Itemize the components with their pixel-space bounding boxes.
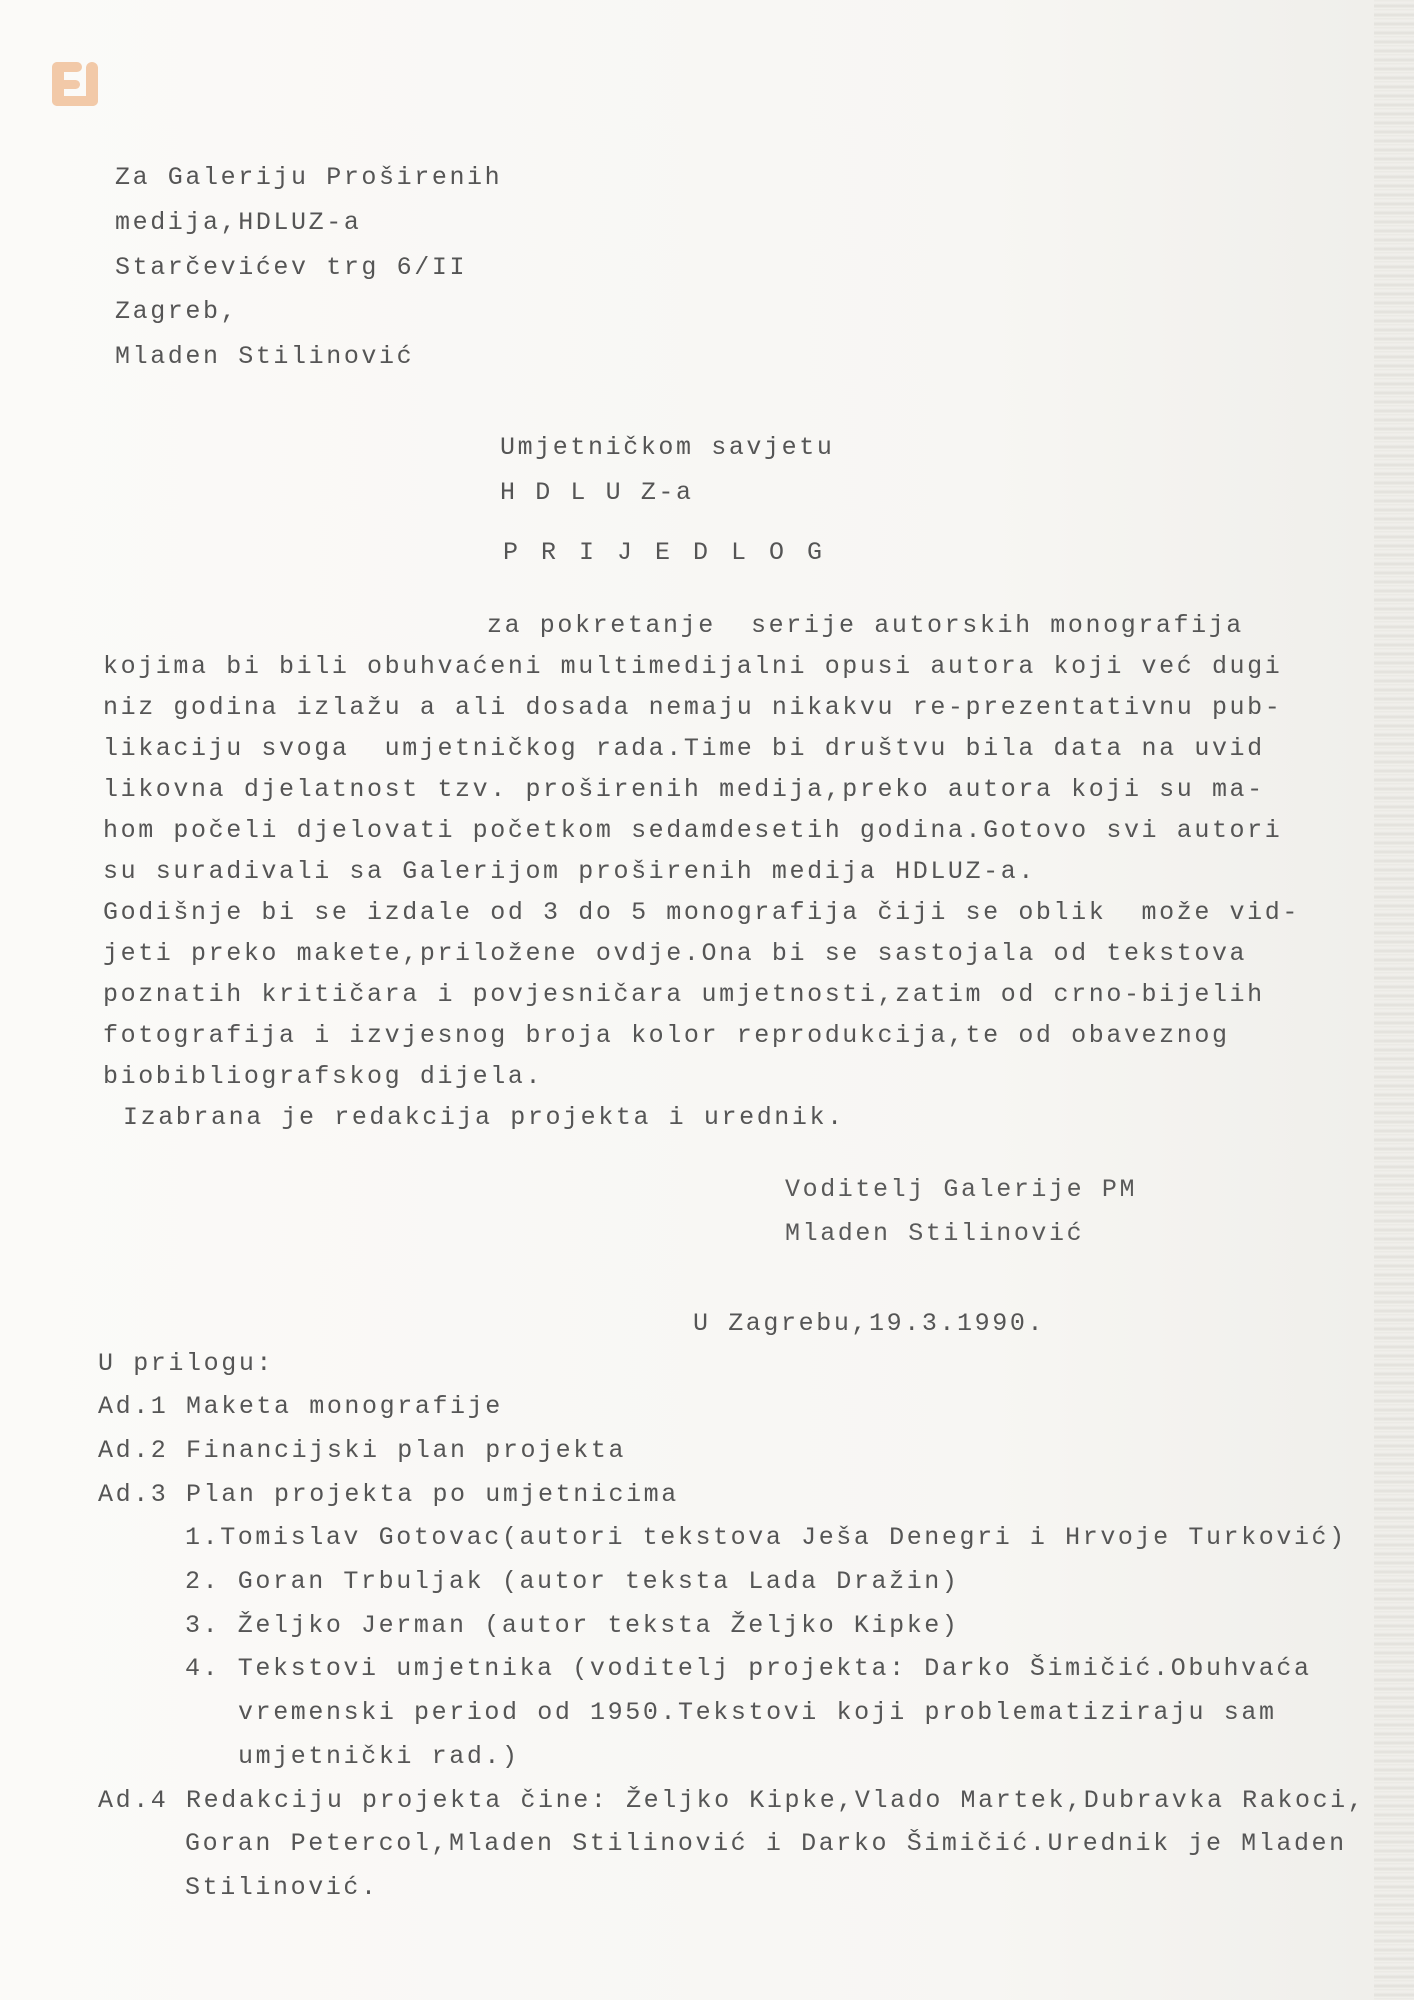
body-line: hom počeli djelovati početkom sedamdesetih godina.Gotovo svi autori — [103, 816, 1283, 845]
signature-title: Voditelj Galerije PM — [785, 1175, 1138, 1204]
body-line: poznatih kritičara i povjesničara umjetnosti,zatim od crno-bijelih — [103, 980, 1265, 1009]
attachment-item: Ad.4 Redakciju projekta čine: Željko Kipke,Vlado Martek,Dubravka Rakoci, — [98, 1786, 1366, 1815]
body-line: Godišnje bi se izdale od 3 do 5 monografija čiji se oblik može vid- — [103, 898, 1300, 927]
attachment-item: Ad.2 Financijski plan projekta — [98, 1436, 627, 1465]
attachment-subitem: vremenski period od 1950.Tekstovi koji problematiziraju sam — [238, 1698, 1277, 1727]
signature-name: Mladen Stilinović — [785, 1219, 1085, 1248]
body-line: Izabrana je redakcija projekta i urednik. — [123, 1103, 845, 1132]
body-line: likovna djelatnost tzv. proširenih medija,preko autora koji su ma- — [103, 775, 1265, 804]
sender-line: medija,HDLUZ-a — [115, 208, 362, 237]
sender-line: Starčevićev trg 6/II — [115, 253, 468, 282]
attachment-subitem: 2. Goran Trbuljak (autor teksta Lada Dražin) — [185, 1567, 960, 1596]
attachment-subitem: 1.Tomislav Gotovac(autori tekstova Ješa Denegri i Hrvoje Turković) — [185, 1523, 1347, 1552]
recipient-line: H D L U Z-a — [500, 478, 694, 507]
attachment-subitem: 3. Željko Jerman (autor teksta Željko Kipke) — [185, 1611, 960, 1640]
body-line: kojima bi bili obuhvaćeni multimedijalni opusi autora koji već dugi — [103, 652, 1283, 681]
attachment-item: Stilinović. — [185, 1873, 379, 1902]
sender-line: Za Galeriju Proširenih — [115, 163, 503, 192]
attachments-heading: U prilogu: — [98, 1349, 275, 1378]
attachment-subitem: 4. Tekstovi umjetnika (voditelj projekta: Darko Šimičić.Obuhvaća — [185, 1654, 1312, 1683]
attachment-item: Goran Petercol,Mladen Stilinović i Darko Šimičić.Urednik je Mladen — [185, 1829, 1347, 1858]
body-line: niz godina izlažu a ali dosada nemaju nikakvu re-prezentativnu pub- — [103, 693, 1283, 722]
body-line: likaciju svoga umjetničkog rada.Time bi društvu bila data na uvid — [103, 734, 1265, 763]
body-line: biobibliografskog dijela. — [103, 1062, 544, 1091]
sender-line: Mladen Stilinović — [115, 342, 415, 371]
body-line: su suradivali sa Galerijom proširenih medija HDLUZ-a. — [103, 857, 1036, 886]
paper-edge — [1374, 0, 1414, 2000]
document-date: U Zagrebu,19.3.1990. — [693, 1309, 1046, 1338]
attachment-subitem: umjetnički rad.) — [238, 1742, 520, 1771]
body-line: jeti preko makete,priložene ovdje.Ona bi se sastojala od tekstova — [103, 939, 1248, 968]
attachment-item: Ad.1 Maketa monografije — [98, 1392, 503, 1421]
document-heading: P R I J E D L O G — [503, 538, 827, 567]
recipient-line: Umjetničkom savjetu — [500, 433, 835, 462]
body-line: za pokretanje serije autorskih monografija — [487, 611, 1244, 640]
eu-logo-icon — [50, 58, 104, 110]
sender-line: Zagreb, — [115, 297, 239, 326]
body-line: fotografija i izvjesnog broja kolor reprodukcija,te od obaveznog — [103, 1021, 1230, 1050]
attachment-item: Ad.3 Plan projekta po umjetnicima — [98, 1480, 679, 1509]
